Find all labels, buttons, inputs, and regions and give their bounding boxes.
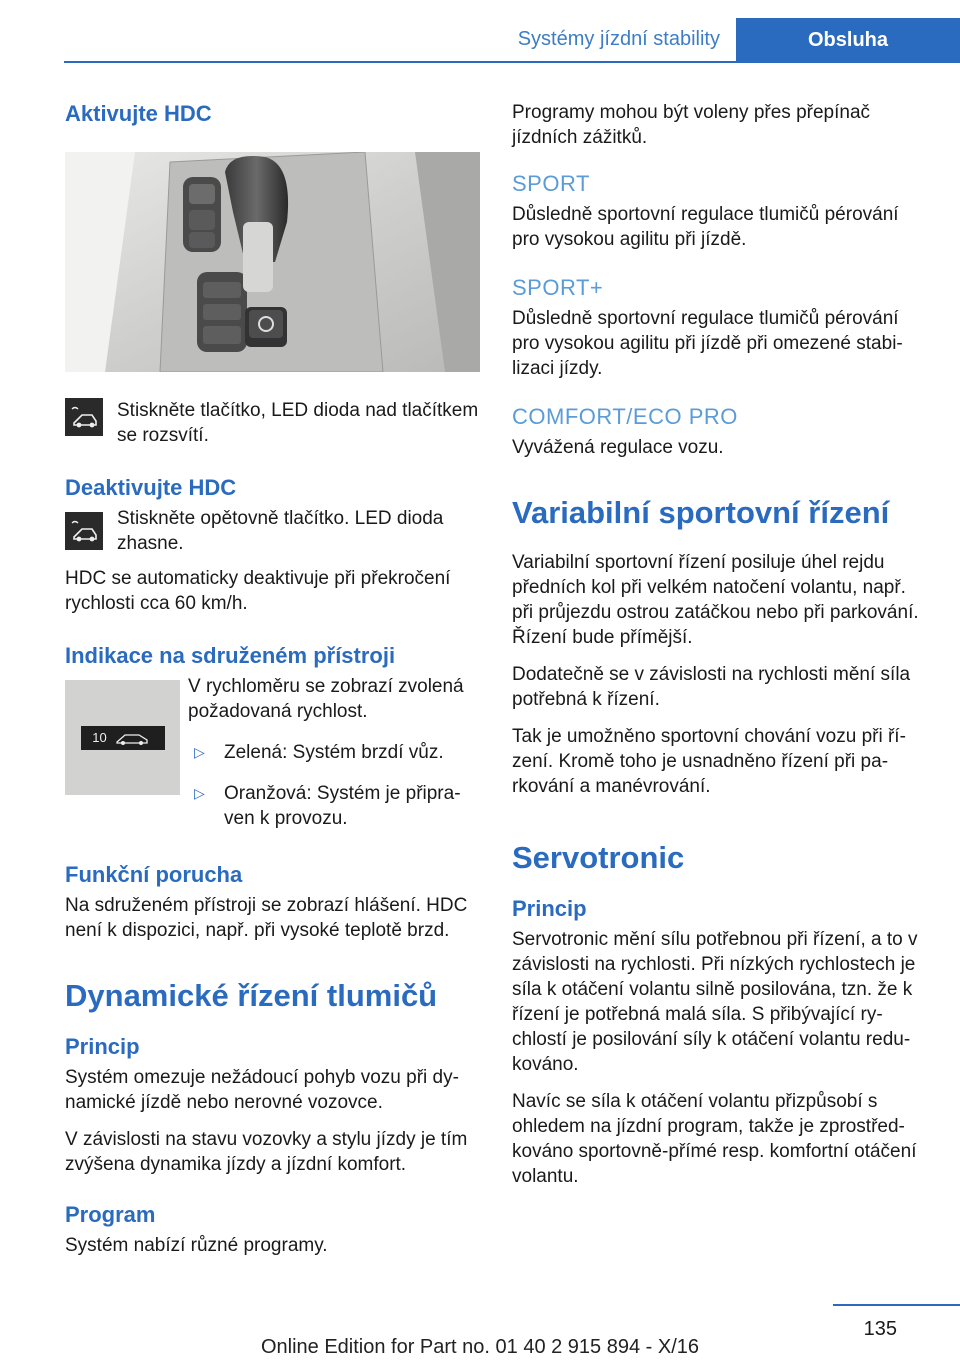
activate-hdc-heading: Aktivujte HDC	[65, 101, 212, 126]
speed-indicator-icon	[81, 726, 165, 750]
steering-paragraph: Variabilní sportovní řízení posiluje úhel rejdu předních kol při velkém natočení volantu, např. při průjezdu ostrou zatáčkou nebo při parkování. Řízení bude přímější.	[512, 552, 919, 648]
center-console-photo	[65, 152, 480, 372]
principle-heading: Princip	[65, 1034, 140, 1059]
indication-heading: Indikace na sdruženém přístroji	[65, 643, 396, 668]
deactivate-hdc-heading: Deaktivujte HDC	[65, 475, 237, 500]
mode-label: SPORT	[512, 171, 590, 196]
program-heading: Program	[65, 1202, 156, 1227]
deactivate-instruction	[65, 506, 480, 556]
principle-text: Systém omezuje nežádoucí pohyb vozu při dynamické jízdě nebo nerovné vozovce.	[65, 1067, 459, 1113]
steering-paragraph: Tak je umožněno sportovní chování vozu při řízení. Kromě toho je usnadněno řízení při parkování a manévrování.	[512, 726, 906, 797]
steering-paragraph: Dodatečně se v závislosti na rychlosti mění síla potřebná k řízení.	[512, 664, 911, 710]
triangle-bullet-icon: ▷	[194, 785, 205, 801]
instrument-cluster-image	[65, 680, 180, 795]
header-section-title: Systémy jízdní stability	[517, 28, 720, 50]
mode-description: Důsledně sportovní regulace tlumičů pérování pro vysokou agilitu při jízdě při omezené stabilizaci jízdy.	[512, 308, 903, 379]
footer-rule	[833, 1304, 960, 1306]
bullet-text: Oranžová: Systém je připraven k provozu.	[224, 783, 461, 829]
hdc-button-icon	[65, 512, 103, 550]
bullet-item	[188, 781, 480, 831]
servotronic-paragraph: Navíc se síla k otáčení volantu přizpůsobí s ohledem na jízdní program, takže je zprostředkováno sportovně-přímé resp. komfortní otáčení volantu.	[512, 1091, 917, 1187]
mode-description: Vyvážená regulace vozu.	[512, 437, 724, 458]
left-column	[65, 100, 480, 1270]
indication-text: V rychloměru se zobrazí zvolená požadovaná rychlost.	[188, 676, 464, 722]
edition-footer: Online Edition for Part no. 01 40 2 915 894 - X/16	[260, 1336, 700, 1358]
bullet-item	[188, 740, 480, 765]
triangle-bullet-icon: ▷	[194, 744, 205, 760]
damper-control-heading: Dynamické řízení tlumičů	[65, 978, 438, 1013]
activate-text: Stiskněte tlačítko, LED dioda nad tlačítkem se rozsvítí.	[117, 400, 479, 446]
indication-block	[65, 674, 480, 831]
mode-label: SPORT+	[512, 275, 604, 300]
header-rule	[64, 61, 960, 63]
variable-steering-heading: Variabilní sportovní řízení	[512, 495, 890, 530]
programs-intro: Programy mohou být voleny přes přepínač jízdních zážitků.	[512, 102, 871, 148]
mode-description: Důsledně sportovní regulace tlumičů pérování pro vysokou agilitu při jízdě.	[512, 204, 899, 250]
header-chapter-tab: Obsluha	[736, 18, 960, 63]
hdc-button-icon	[65, 398, 103, 436]
fault-text: Na sdruženém přístroji se zobrazí hlášení. HDC není k dispozici, např. při vysoké teplotě brzd.	[65, 895, 468, 941]
principle-text-2: V závislosti na stavu vozovky a stylu jízdy je tím zvýšena dynamika jízdy a jízdní komfort.	[65, 1129, 468, 1175]
servotronic-heading: Servotronic	[512, 840, 685, 875]
auto-deactivate-text: HDC se automaticky deaktivuje při překročení rychlosti cca 60 km/h.	[65, 568, 451, 614]
center-console-illustration	[65, 152, 480, 372]
page-number: 135	[863, 1318, 897, 1340]
right-column	[512, 100, 927, 1201]
bullet-text: Zelená: Systém brzdí vůz.	[224, 742, 444, 763]
deactivate-text: Stiskněte opětovně tlačítko. LED dioda zhasne.	[117, 508, 444, 554]
mode-label: COMFORT/ECO PRO	[512, 404, 738, 429]
servotronic-principle-heading: Princip	[512, 896, 587, 921]
indication-text-block	[188, 674, 480, 831]
servotronic-paragraph: Servotronic mění sílu potřebnou při řízení, a to v závislosti na rychlosti. Při nízkých rychlostech je síla k otáčení volantu silně posilována, tzn. že k řízení je potřebná malá síla. S přibývající rychlostí je posilování síly k otáčení volantu redukováno.	[512, 929, 918, 1075]
activate-instruction	[65, 398, 480, 448]
program-text: Systém nabízí různé programy.	[65, 1235, 328, 1256]
cluster-speed-value: 10	[92, 730, 107, 745]
fault-heading: Funkční porucha	[65, 862, 243, 887]
